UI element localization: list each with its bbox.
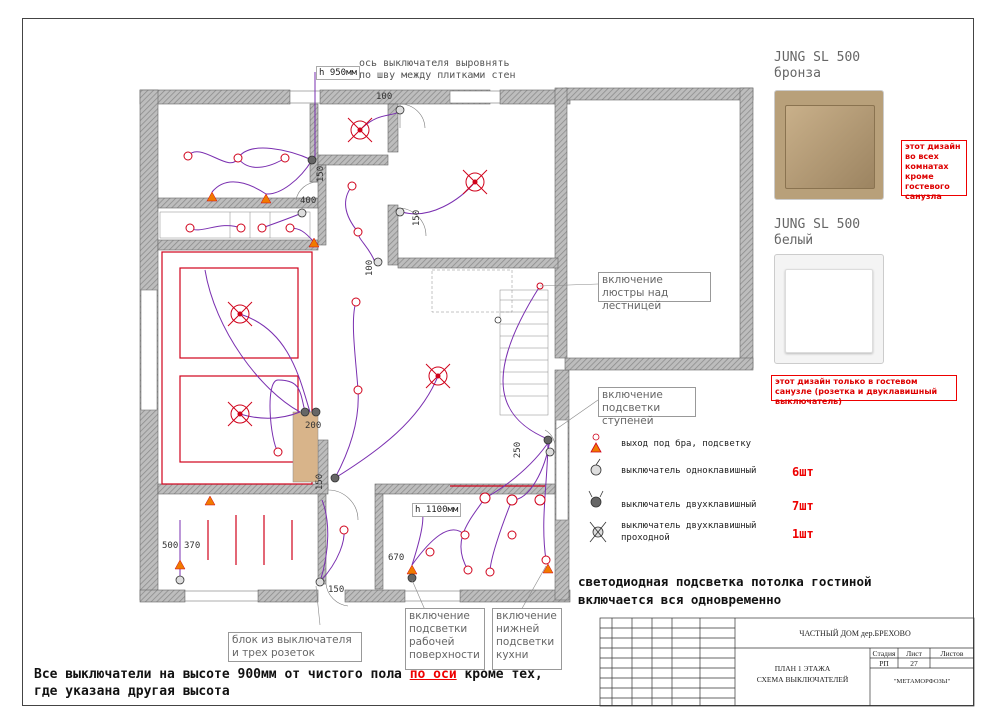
- dim-label: 150: [315, 473, 326, 491]
- callout-worktop: включение подсветки рабочей поверхности: [405, 608, 485, 670]
- sheet-value: 27: [910, 659, 918, 668]
- top-note-line1: ось выключателя выровнять: [359, 58, 510, 69]
- legend-label-passthrough: выключатель двухклавишный проходной: [621, 521, 757, 543]
- dim-label: 670: [388, 553, 405, 563]
- swatch2-title: JUNG SL 500: [774, 217, 861, 232]
- dim-label: 500: [162, 541, 179, 551]
- dim-label: 150: [328, 585, 345, 595]
- led-note-line1: светодиодная подсветка потолка гостиной: [578, 574, 872, 589]
- dim-label: 370: [184, 541, 201, 551]
- head-sheet: Лист: [906, 649, 922, 658]
- legend-label-single: выключатель одноклавишный: [621, 466, 757, 476]
- plan-title: ПЛАН 1 ЭТАЖА: [774, 664, 831, 673]
- plan-subtitle: СХЕМА ВЫКЛЮЧАТЕЛЕЙ: [756, 675, 849, 684]
- dim-label: 150: [316, 165, 327, 183]
- led-note-line2: включается вся одновременно: [578, 592, 782, 607]
- height-label: h 1100мм: [412, 503, 461, 517]
- stage-value: РП: [879, 659, 889, 668]
- callout-block: блок из выключателя и трех розеток: [228, 632, 362, 662]
- dim-label: 100: [365, 259, 376, 277]
- legend-count-single: 6шт: [792, 465, 814, 479]
- dim-label: 150: [412, 209, 423, 227]
- height-note-part1: Все выключатели на высоте 900мм от чистого пола: [34, 667, 410, 682]
- dim-label: 250: [513, 441, 524, 459]
- height-note-line2: где указана другая высота: [34, 684, 230, 699]
- swatch1-note: этот дизайн во всех комнатах кроме гостевого санузла: [901, 140, 967, 196]
- height-note-part2: кроме тех,: [456, 667, 543, 682]
- firm-name: "МЕТАМОРФОЗЫ": [893, 678, 951, 685]
- callout-kitchen: включение нижней подсветки кухни: [492, 608, 562, 670]
- legend-count-double: 7шт: [792, 499, 814, 513]
- dim-label: 100: [376, 92, 393, 102]
- head-stage: Стадия: [872, 649, 896, 658]
- top-note-line2: по шву между плитками стен: [359, 70, 516, 81]
- height-label: h 950мм: [316, 66, 360, 80]
- swatch1-title: JUNG SL 500: [774, 50, 861, 65]
- legend-label-sconce: выход под бра, подсветку: [621, 439, 752, 449]
- swatch2-note: этот дизайн только в гостевом санузле (розетка и двуклавишный выключатель): [771, 375, 957, 401]
- legend-label-double: выключатель двухклавишный: [621, 500, 757, 510]
- legend-count-passthrough: 1шт: [792, 527, 814, 541]
- callout-chandelier: включение люстры над лестницей: [598, 272, 711, 302]
- swatch1-subtitle: бронза: [774, 66, 821, 81]
- callout-steps: включение подсветки ступеней: [598, 387, 696, 417]
- project-name: ЧАСТНЫЙ ДОМ дер.БРЕХОВО: [799, 629, 911, 638]
- head-sheets: Листов: [940, 649, 964, 658]
- dim-label: 200: [305, 421, 322, 431]
- dim-label: 400: [300, 196, 317, 206]
- height-note-highlight: по оси: [409, 667, 457, 682]
- swatch2-subtitle: белый: [774, 233, 814, 248]
